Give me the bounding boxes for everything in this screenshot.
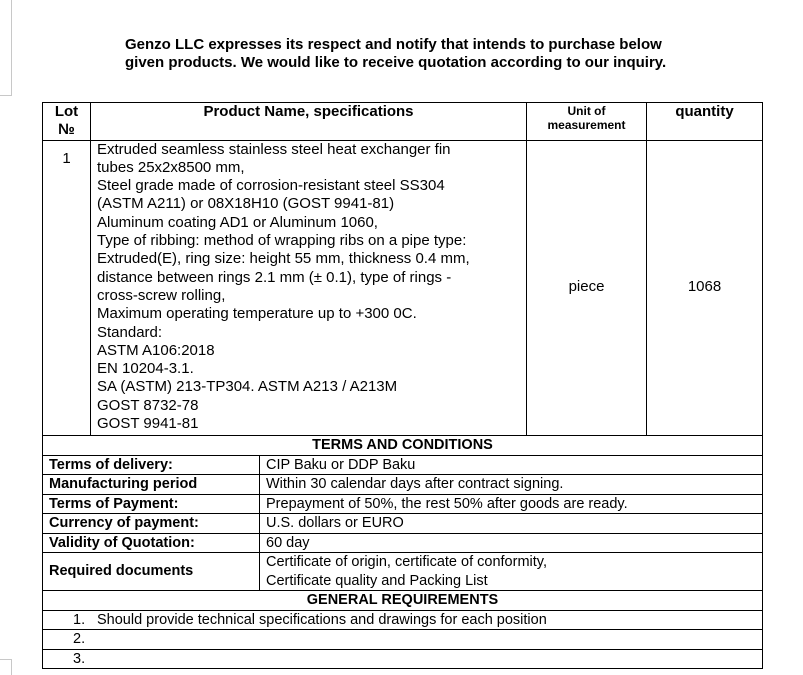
term-label: Terms of delivery:	[43, 455, 260, 475]
term-value: Within 30 calendar days after contract signing.	[260, 475, 763, 495]
document-line: Certificate quality and Packing List	[266, 572, 488, 589]
unit-value: piece	[527, 140, 647, 435]
list-item	[43, 630, 763, 650]
description-line: Type of ribbing: method of wrapping ribs on a pipe type:	[97, 232, 467, 250]
description-line: GOST 8732-78	[97, 396, 199, 414]
term-label: Manufacturing period	[43, 475, 260, 495]
requirement-text: Should provide technical specifications and drawings for each position	[97, 611, 547, 628]
term-value	[260, 553, 763, 591]
description-line: Steel grade made of corrosion-resistant steel SS304	[97, 177, 445, 195]
lot-number: 1	[43, 140, 91, 435]
term-value: U.S. dollars or EURO	[260, 514, 763, 534]
list-item	[43, 610, 763, 630]
intro-line: Genzo LLC expresses its respect and notify that intends to purchase below	[125, 36, 662, 53]
requirement-number: 2.	[73, 631, 86, 647]
term-label: Validity of Quotation:	[43, 533, 260, 553]
requirement-number: 3.	[73, 650, 86, 667]
unit-header-line: measurement	[547, 118, 626, 132]
term-label: Terms of Payment:	[43, 494, 260, 514]
description-line: GOST 9941-81	[97, 415, 199, 433]
term-value: CIP Baku or DDP Baku	[260, 455, 763, 475]
list-item	[43, 649, 763, 669]
term-label: Required documents	[43, 553, 260, 591]
description-line: EN 10204-3.1.	[97, 360, 194, 378]
requirement-number: 1.	[73, 611, 86, 628]
page-margin-marker	[0, 0, 12, 95]
requirement-item	[43, 649, 763, 669]
terms-row	[43, 514, 763, 534]
terms-title-row	[43, 436, 763, 456]
product-description	[91, 140, 527, 435]
term-value: 60 day	[260, 533, 763, 553]
product-header: Product Name, specifications	[91, 103, 527, 141]
page-margin-marker	[0, 659, 12, 675]
terms-row	[43, 475, 763, 495]
description-line: Extruded(E), ring size: height 55 mm, thickness 0.4 mm,	[97, 250, 470, 268]
term-label: Currency of payment:	[43, 514, 260, 534]
page-margin-marker	[0, 95, 12, 96]
products-table	[42, 102, 763, 436]
intro-paragraph	[125, 36, 765, 72]
term-value: Prepayment of 50%, the rest 50% after goods are ready.	[260, 494, 763, 514]
requirement-item	[43, 610, 763, 630]
description-line: tubes 25x2x8500 mm,	[97, 158, 245, 176]
description-line: Maximum operating temperature up to +300 0C.	[97, 305, 417, 323]
description-line: Standard:	[97, 323, 163, 341]
general-title-row	[43, 591, 763, 611]
table-header-row	[43, 103, 763, 141]
document-line: Certificate of origin, certificate of conformity,	[266, 554, 547, 570]
description-line: ASTM A106:2018	[97, 341, 215, 359]
unit-header-line: Unit of	[567, 104, 606, 118]
description-line: SA (ASTM) 213-TP304. ASTM A213 / A213M	[97, 378, 398, 396]
terms-row	[43, 533, 763, 553]
description-line: (ASTM A211) or 08X18H10 (GOST 9941-81)	[97, 195, 395, 213]
terms-row	[43, 494, 763, 514]
lot-header-symbol: №	[58, 121, 75, 139]
description-line: Extruded seamless stainless steel heat exchanger fin	[97, 140, 451, 158]
requirement-item	[43, 630, 763, 650]
quantity-header: quantity	[647, 103, 763, 141]
description-line: Aluminum coating AD1 or Aluminum 1060,	[97, 213, 378, 231]
intro-line: given products. We would like to receive quotation according to our inquiry.	[125, 54, 667, 71]
unit-header	[527, 103, 647, 141]
terms-row	[43, 553, 763, 591]
quantity-value: 1068	[647, 140, 763, 435]
terms-table	[42, 435, 763, 669]
general-title: GENERAL REQUIREMENTS	[43, 591, 763, 611]
table-row	[43, 140, 763, 435]
lot-header-label: Lot	[54, 103, 79, 120]
lot-header	[43, 103, 91, 141]
terms-title: TERMS AND CONDITIONS	[43, 436, 763, 456]
description-lines	[97, 141, 520, 434]
description-line: cross-screw rolling,	[97, 286, 226, 304]
terms-row	[43, 455, 763, 475]
description-line: distance between rings 2.1 mm (± 0.1), type of rings -	[97, 268, 452, 286]
